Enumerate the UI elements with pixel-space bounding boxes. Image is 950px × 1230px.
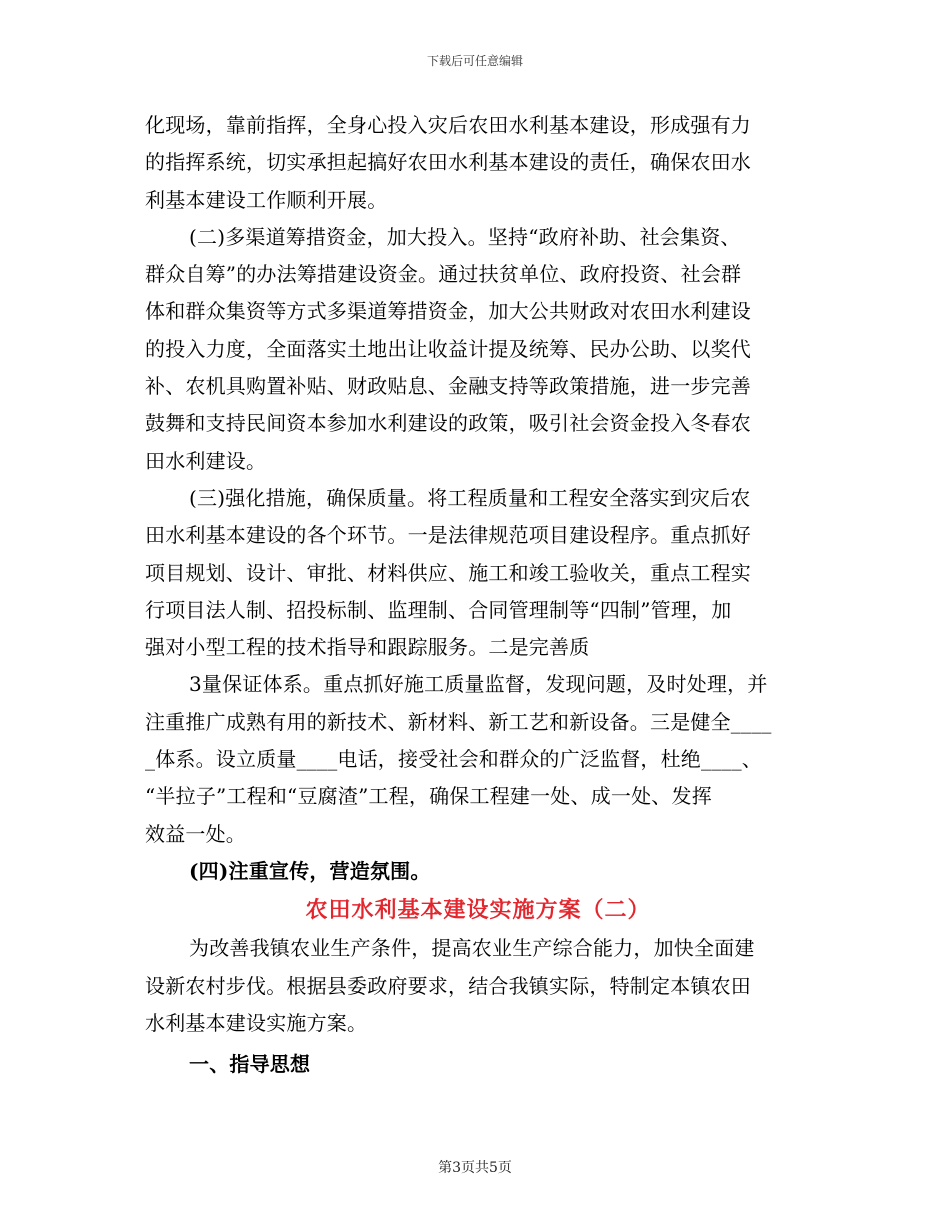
paragraph-6: [145, 930, 811, 1042]
text-line: 为改善我镇农业生产条件，提高农业生产综合能力，加快全面建: [189, 936, 755, 961]
text-line: 注重推广成熟有用的新技术、新材料、新工艺和新设备。三是健全____: [145, 709, 772, 734]
document-body: [145, 107, 811, 1083]
text-line: 水利基本建设实施方案。: [145, 1010, 368, 1035]
text-line: (二)多渠道筹措资金，加大投入。坚持“政府补助、社会集资、: [189, 224, 741, 249]
text-line: _体系。设立质量____电话，接受社会和群众的广泛监督，杜绝____、: [145, 747, 762, 772]
paragraph-2: [145, 219, 811, 480]
page-header: 下载后可任意编辑: [426, 54, 523, 68]
text-line: 化现场，靠前指挥，全身心投入灾后农田水利基本建设，形成强有力: [145, 113, 751, 137]
page-footer: 第3页共5页: [438, 1160, 512, 1176]
heading-guiding-thought: 一、指导思想: [189, 1052, 311, 1077]
text-line: 补、农机具购置补贴、财政贴息、金融支持等政策措施，进一步完善: [145, 374, 751, 399]
section-title: 农田水利基本建设实施方案（二）: [305, 897, 651, 924]
text-line: 体和群众集资等方式多渠道筹措资金，加大公共财政对农田水利建设: [145, 299, 751, 324]
text-line: 设新农村步伐。根据县委政府要求，结合我镇实际，特制定本镇农田: [145, 973, 751, 998]
text-line: 田水利建设。: [145, 448, 267, 473]
text-line: 效益一处。: [145, 821, 246, 846]
text-line: 项目规划、设计、审批、材料供应、施工和竣工验收关，重点工程实: [145, 560, 751, 585]
text-line: 利基本建设工作顺利开展。: [145, 187, 388, 212]
paragraph-4: [145, 666, 811, 852]
text-line: “半拉子”工程和“豆腐渣”工程，确保工程建一处、成一处、发挥: [145, 784, 712, 809]
text-line: 田水利基本建设的各个环节。一是法律规范项目建设程序。重点抓好: [145, 523, 751, 548]
text-line: 的指挥系统，切实承担起搞好农田水利基本建设的责任，确保农田水: [145, 150, 751, 175]
paragraph-1: [145, 107, 811, 219]
text-line: 群众自筹”的办法筹措建设资金。通过扶贫单位、政府投资、社会群: [145, 262, 742, 287]
subheading-publicity: (四)注重宣传，营造氛围。: [189, 858, 431, 883]
text-line: 3量保证体系。重点抓好施工质量监督，发现问题，及时处理，并: [189, 672, 768, 697]
text-line: (三)强化措施，确保质量。将工程质量和工程安全落实到灾后农: [189, 485, 751, 510]
paragraph-3: [145, 480, 811, 666]
text-line: 强对小型工程的技术指导和跟踪服务。二是完善质: [145, 635, 590, 660]
text-line: 鼓舞和支持民间资本参加水利建设的政策，吸引社会资金投入冬春农: [145, 411, 751, 436]
text-line: 行项目法人制、招投标制、监理制、合同管理制等“四制”管理，加: [145, 597, 732, 622]
text-line: 的投入力度，全面落实土地出让收益计提及统筹、民办公助、以奖代: [145, 336, 751, 361]
